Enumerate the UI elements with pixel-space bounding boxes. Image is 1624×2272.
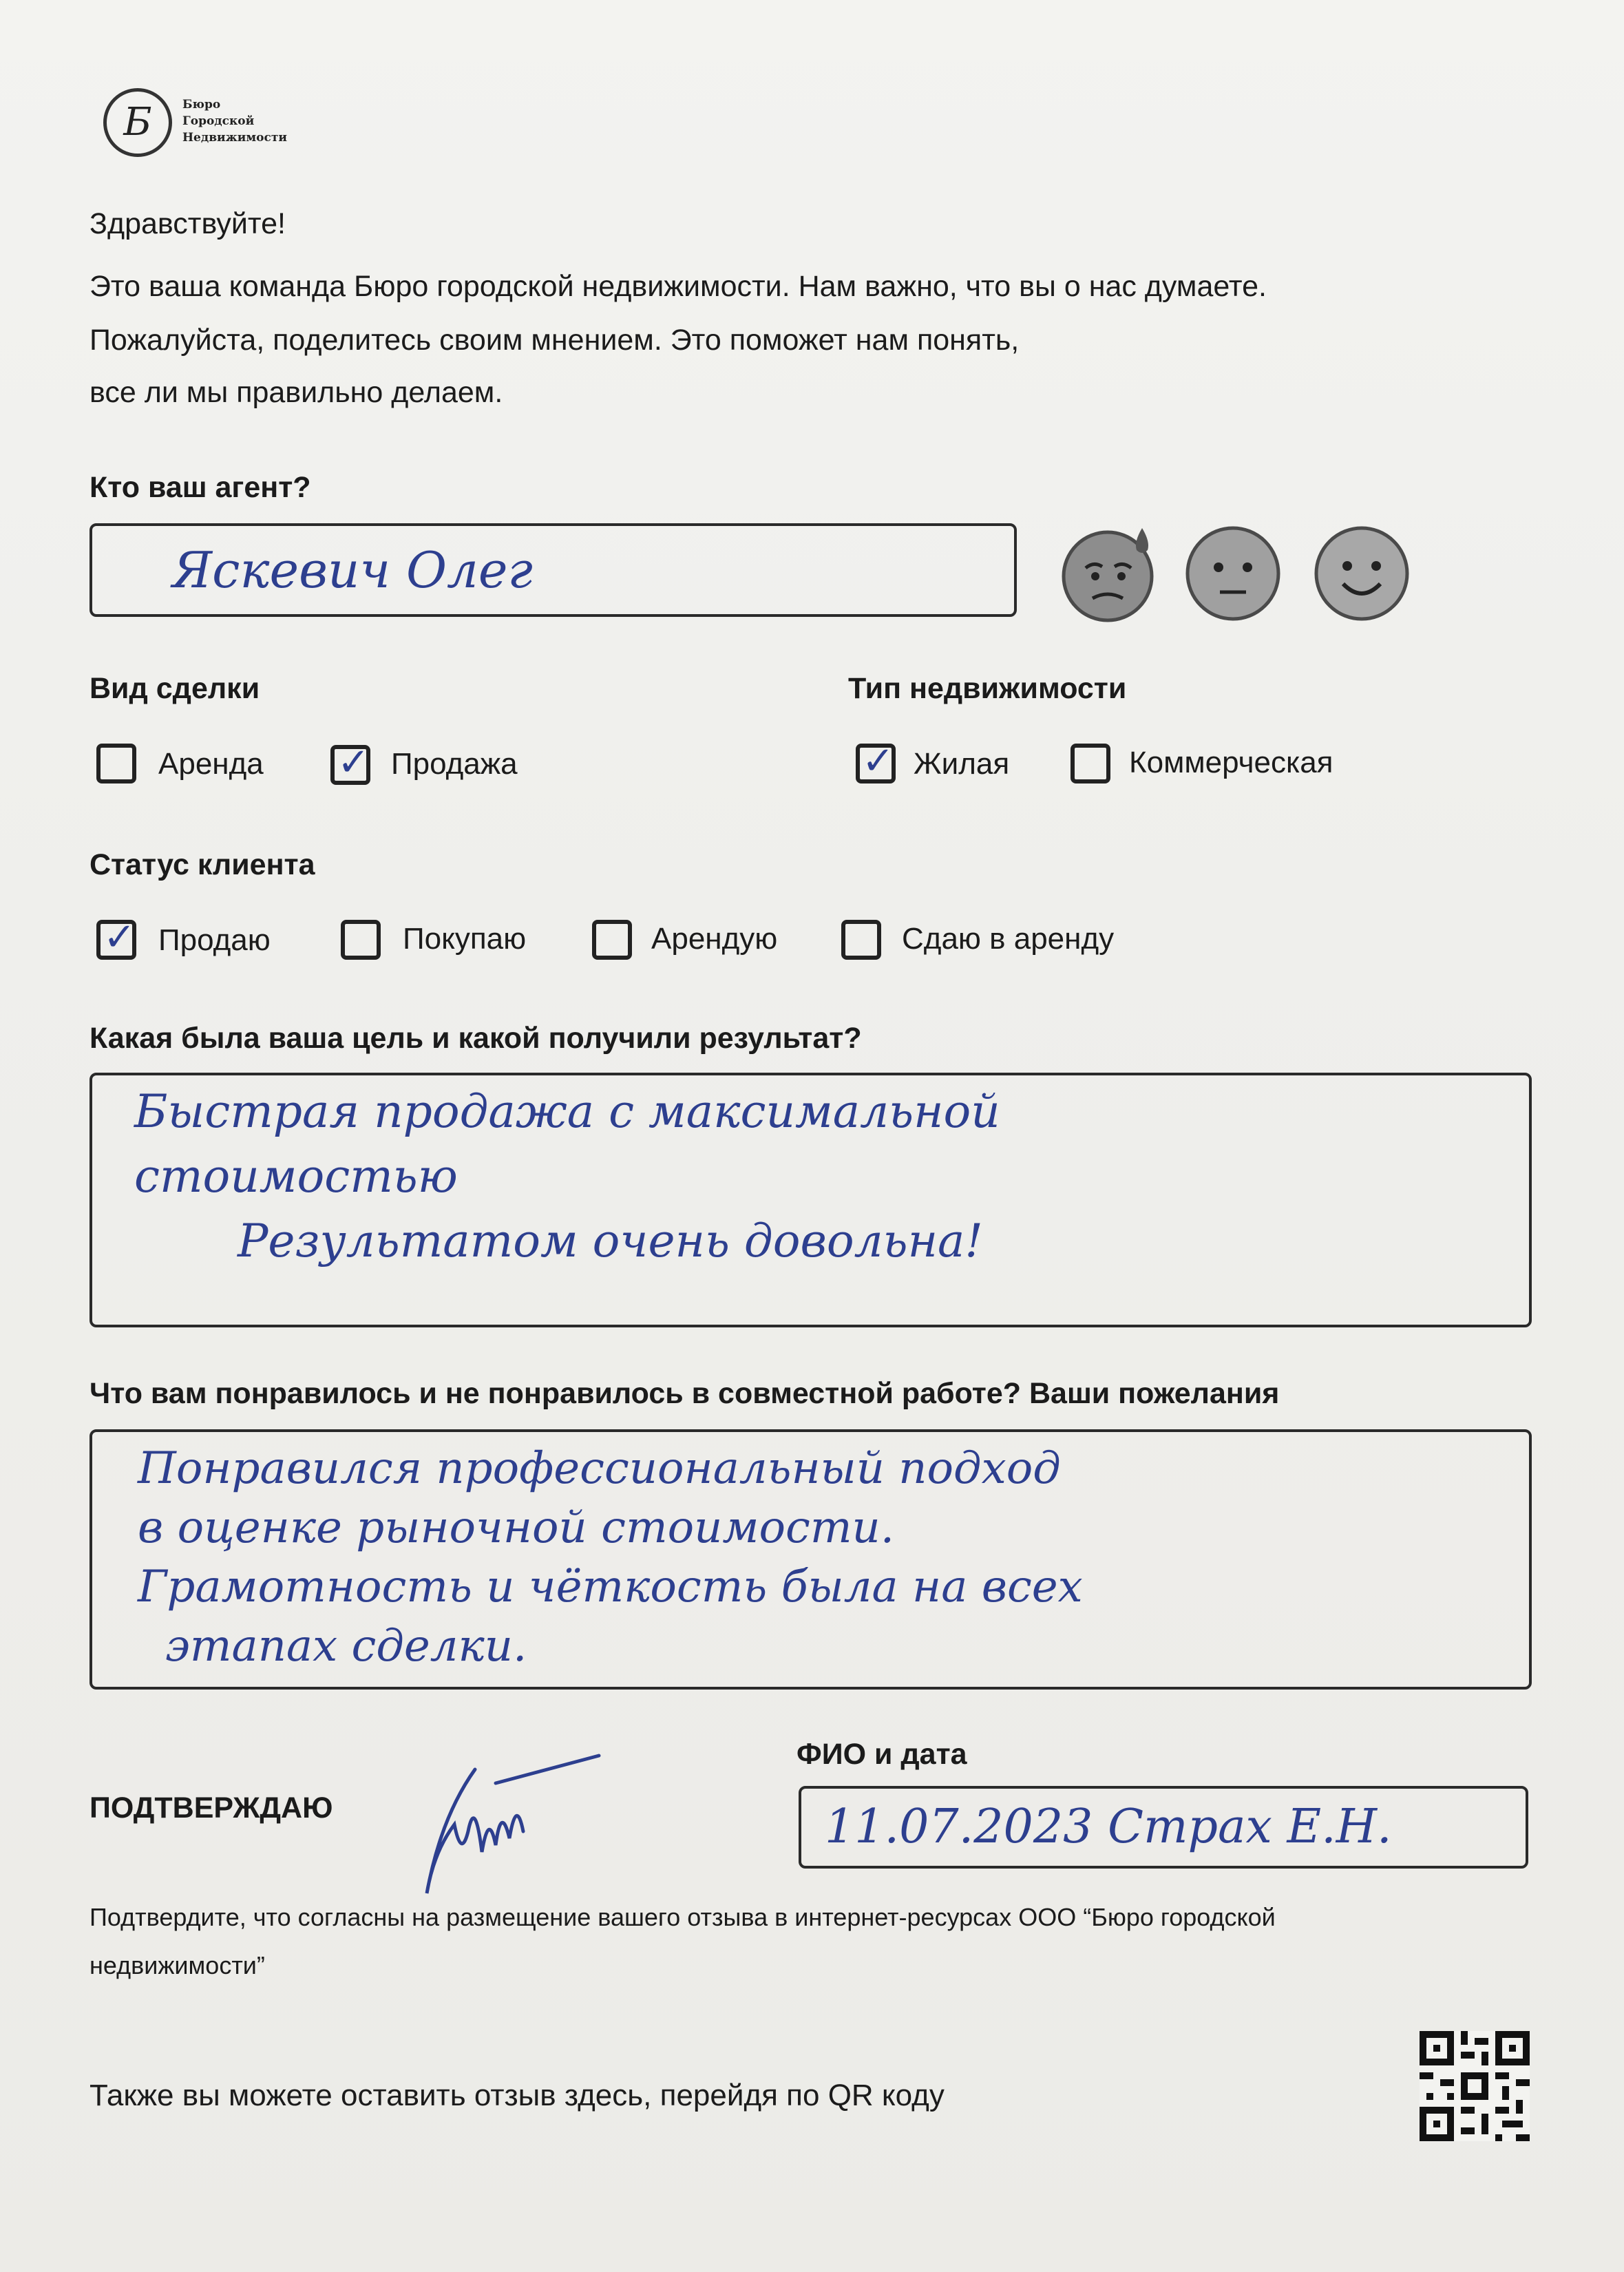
option-residential-label: Жилая (914, 747, 1010, 781)
option-leasing-out-label: Сдаю в аренду (902, 922, 1115, 956)
goal-text: Быстрая продажа с максимальной стоимостью Результатом очень довольна! (134, 1085, 1000, 1268)
option-selling-label: Продаю (158, 923, 271, 957)
logo-letter: Б (123, 100, 152, 145)
checkbox-rent[interactable] (96, 744, 136, 783)
feedback-text: Понравился профессиональный подход в оценке рыночной стоимости. Грамотность и чёткость была на всех этапах сделки. (138, 1443, 1083, 1672)
consent-text: Подтвердите, что согласны на размещение вашего отзыва в интернет-ресурсах ООО “Бюро городской недвижимости” (89, 1903, 1276, 1979)
checkbox-renting[interactable] (592, 920, 632, 960)
checkmark-residential-icon: ✓ (862, 739, 894, 783)
option-sale-label: Продажа (391, 747, 518, 781)
intro-text: Это ваша команда Бюро городской недвижимости. Нам важно, что вы о нас думаете. Пожалуйста, поделитесь своим мнением. Это поможет нам понять, все ли мы правильно делаем. (89, 270, 1267, 409)
confirm-label: ПОДТВЕРЖДАЮ (89, 1791, 333, 1824)
name-date-value: 11.07.2023 Страх Е.Н. (825, 1800, 1392, 1854)
client-status-label: Статус клиента (89, 848, 315, 881)
agent-value: Яскевич Олег (172, 541, 533, 599)
sad-face-icon[interactable] (1058, 521, 1161, 624)
checkbox-buying[interactable] (341, 920, 381, 960)
qr-code-icon[interactable] (1420, 2031, 1530, 2141)
deal-type-label: Вид сделки (89, 672, 260, 705)
option-commercial-label: Коммерческая (1129, 746, 1333, 779)
feedback-label: Что вам понравилось и не понравилось в совместной работе? Ваши пожелания (89, 1377, 1280, 1410)
checkmark-selling-icon: ✓ (103, 915, 136, 960)
qr-note: Также вы можете оставить отзыв здесь, перейдя по QR коду (89, 2079, 945, 2112)
name-date-label: ФИО и дата (797, 1738, 967, 1771)
option-buying-label: Покупаю (403, 922, 527, 956)
logo-text: Бюро Городской Недвижимости (182, 98, 288, 145)
signature (413, 1749, 620, 1907)
property-type-label: Тип недвижимости (848, 672, 1127, 705)
greeting: Здравствуйте! (89, 207, 286, 240)
agent-label: Кто ваш агент? (89, 471, 311, 504)
checkmark-sale-icon: ✓ (337, 740, 370, 785)
checkbox-leasing-out[interactable] (841, 920, 881, 960)
neutral-face-icon[interactable] (1183, 523, 1283, 624)
option-renting-label: Арендую (651, 922, 778, 956)
smile-face-icon[interactable] (1311, 523, 1412, 624)
option-rent-label: Аренда (158, 747, 264, 781)
checkbox-commercial[interactable] (1071, 744, 1110, 783)
goal-label: Какая была ваша цель и какой получили результат? (89, 1022, 862, 1055)
